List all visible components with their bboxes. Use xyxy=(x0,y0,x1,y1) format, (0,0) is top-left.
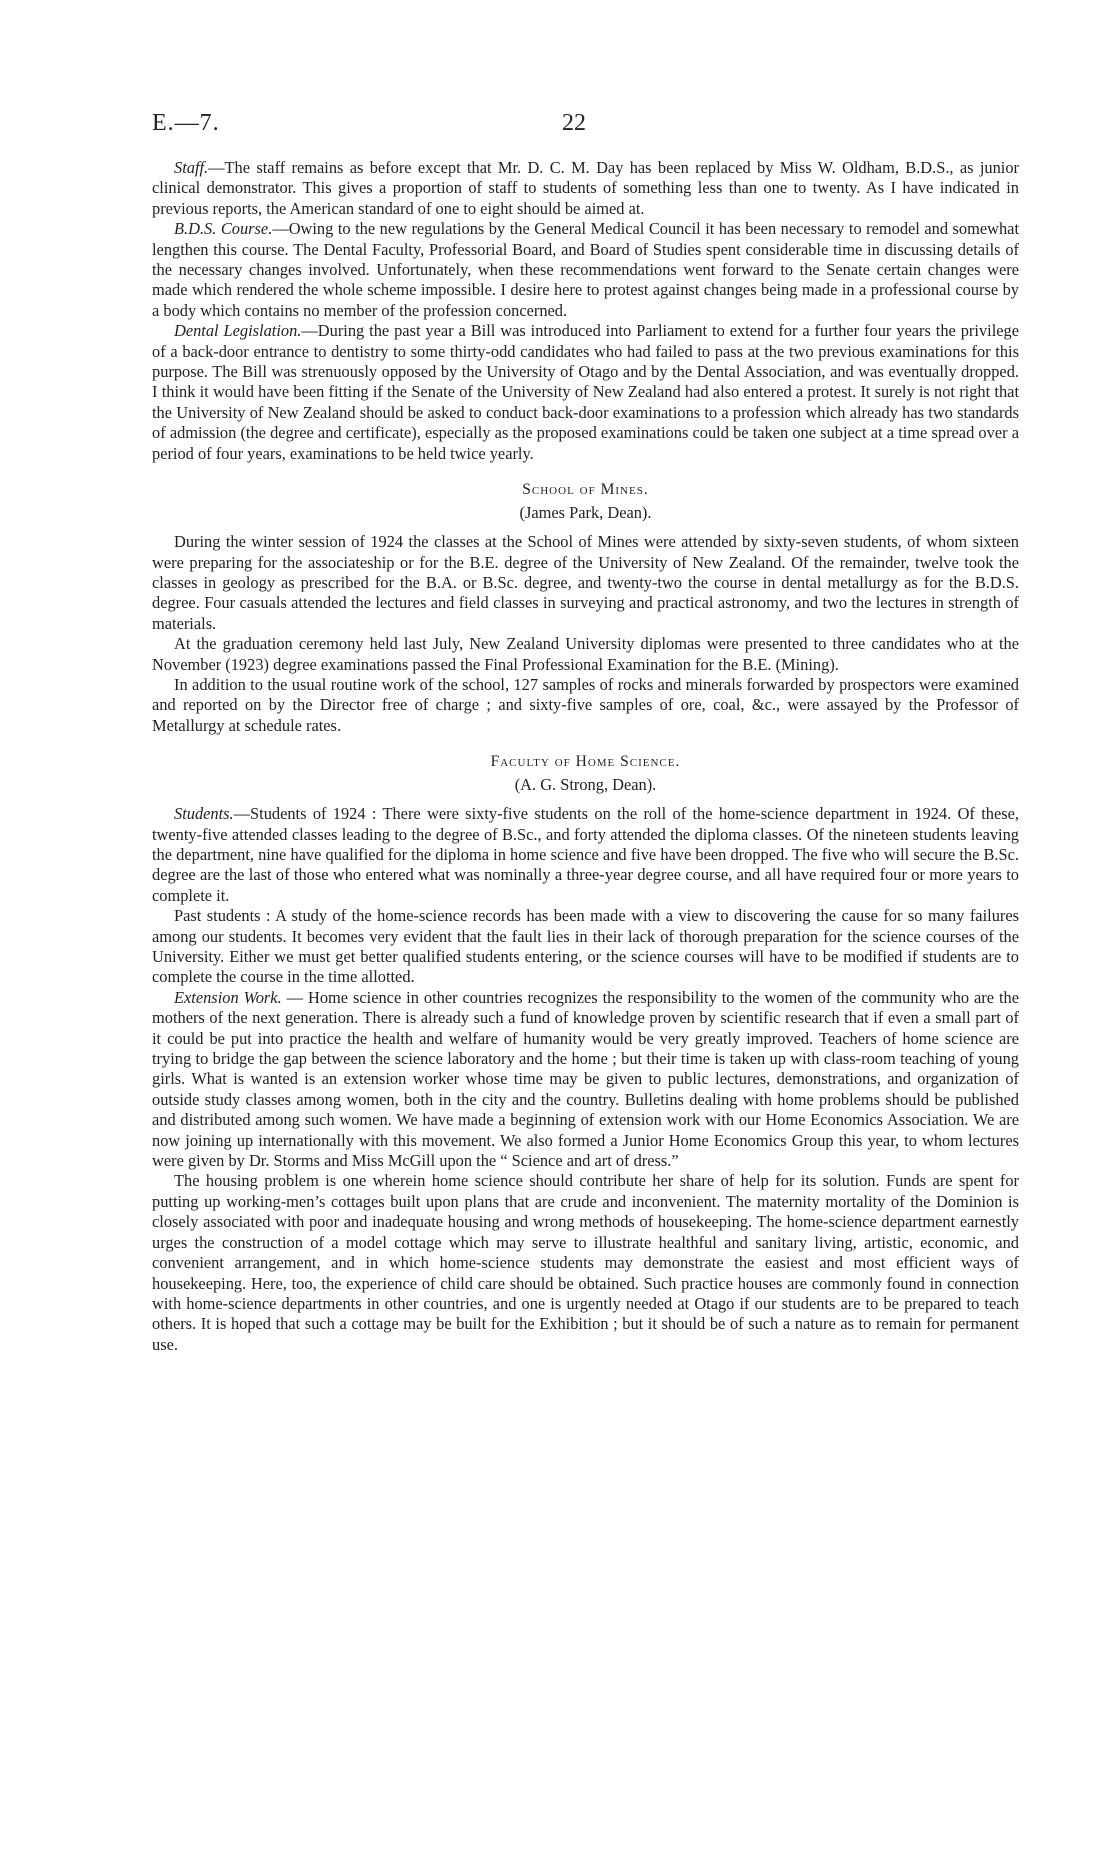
paragraph-routine-work xyxy=(152,675,1019,736)
paragraph-winter-session xyxy=(152,532,1019,634)
paragraph-past-students xyxy=(152,906,1019,988)
document-reference: E.—7. xyxy=(152,110,220,136)
paragraph-text: —The staff remains as before except that Mr. D. C. M. Day has been replaced by Miss W. Oldham, B.D.S., as junior clinical demonstrator. This gives a proportion of staff to students of something less than one to twenty. As I have indicated in previous reports, the American standard of one to eight should be aimed at. xyxy=(152,158,1019,218)
paragraph-text: —Students of 1924 : There were sixty-five students on the roll of the home-science department in 1924. Of these, twenty-five attended classes leading to the degree of B.Sc., and forty attended the diploma classes. Of the nineteen students leaving the department, nine have qualified for the diploma in home science and five have been dropped. The five who will secure the B.Sc. degree are the last of those who entered what was nominally a three-year degree course, and all have required four or more years to complete it. xyxy=(152,804,1019,905)
paragraph-dental-legislation xyxy=(152,321,1019,464)
section-heading: Faculty of Home Science. xyxy=(490,753,681,771)
paragraph-lead: Staff. xyxy=(174,158,209,177)
paragraph-text: —During the past year a Bill was introduced into Parliament to extend for a further four years the privilege of a back-door entrance to dentistry to some thirty-odd candidates who had failed to pass at the two previous examinations for this purpose. The Bill was strenuously opposed by the University of Otago and by the Dental Association, and was eventually dropped. I think it would have been fitting if the Senate of the University of New Zealand had also entered a protest. It surely is not right that the University of New Zealand should be asked to conduct back-door examinations to a profession which already has two standards of admission (the degree and certificate), especially as the proposed examinations could be taken one subject at a time spread over a period of four years, examinations to be held twice yearly. xyxy=(152,321,1019,463)
page-number: 22 xyxy=(562,110,586,136)
paragraph-lead: Extension Work. xyxy=(174,987,282,1007)
school-of-mines-section xyxy=(152,478,1019,736)
paragraph-extension-work xyxy=(152,988,1019,1172)
paragraph-text: During the winter session of 1924 the classes at the School of Mines were attended by sixty-seven students, of whom sixteen were preparing for the associateship or for the B.E. degree of the University of New Zealand. Of the remainder, twelve took the classes in geology as prescribed for the B.A. or B.Sc. degree, and twenty-two the course in dental metallurgy as for the B.D.S. degree. Four casuals attended the lectures and field classes in surveying and practical astronomy, and two the lectures in strength of materials. xyxy=(152,532,1019,633)
paragraph-text: —Owing to the new regulations by the General Medical Council it has been necessary to remodel and somewhat lengthen this course. The Dental Faculty, Professorial Board, and Board of Studies spent considerable time in discussing details of the necessary changes involved. Unfortunately, when these recommendations went forward to the Senate certain changes were made which rendered the whole scheme impossible. I desire here to protest against changes being made in a professional course by a body which contains no member of the profession concerned. xyxy=(152,219,1019,320)
section-dean: (A. G. Strong, Dean). xyxy=(514,775,657,795)
paragraph-text: In addition to the usual routine work of the school, 127 samples of rocks and minerals forwarded by prospectors were examined and reported on by the Director free of charge ; and sixty-five samples of ore, coal, &c., were assayed by the Professor of Metallurgy at schedule rates. xyxy=(152,674,1019,735)
paragraph-housing-problem xyxy=(152,1171,1019,1355)
paragraph-lead: Students. xyxy=(174,804,234,824)
dental-school-section xyxy=(152,158,1019,464)
paragraph-text: The housing problem is one wherein home science should contribute her share of help for its solution. Funds are spent for putting up working-men’s cottages built upon plans that are crude and inconvenient. The maternity mortality of the Dominion is closely associated with poor and inadequate housing and wrong methods of housekeeping. The home-science department earnestly urges the construction of a model cottage which may serve to illustrate healthful and sanitary living, artistic, economic, and convenient arrangement, and in which home-science students may demonstrate the easiest and most efficient ways of housekeeping. Here, too, the experience of child care should be obtained. Such practice houses are commonly found in connection with home-science departments in other countries, and one is urgently needed at Otago if our students are to be prepared to teach others. It is hoped that such a cottage may be built for the Exhibition ; but it should be of such a nature as to remain for permanent use. xyxy=(152,1171,1019,1354)
home-science-section xyxy=(152,750,1019,1355)
paragraph-lead: Dental Legislation. xyxy=(174,321,302,341)
paragraph-lead: B.D.S. Course. xyxy=(174,219,273,239)
paragraph-graduation xyxy=(152,634,1019,675)
section-dean: (James Park, Dean). xyxy=(519,503,652,523)
paragraph-text: Past students : A study of the home-science records has been made with a view to discovering the cause for so many failures among our students. It becomes very evident that the fault lies in their lack of thorough preparation for the science courses of the University. Either we must get better qualified students entering, or the science courses will have to be modified if students are to complete the course in the time allotted. xyxy=(152,906,1019,987)
paragraph-text: — Home science in other countries recognizes the responsibility to the women of the community who are the mothers of the next generation. There is already such a fund of knowledge proven by scientific research that if even a small part of it could be put into practice the health and welfare of humanity would be very greatly improved. Teachers of home science are trying to bridge the gap between the science laboratory and the home ; but their time is taken up with class-room teaching of young girls. What is wanted is an extension worker whose time may be given to public lectures, demonstrations, and organization of outside study classes among women, both in the city and the country. Bulletins dealing with home problems should be published and distributed among such women. We have made a beginning of extension work with our Home Economics Association. We are now joining up internationally with this movement. We also formed a Junior Home Economics Group this year, to whom lectures were given by Dr. Storms and Miss McGill upon the “ Science and art of dress.” xyxy=(152,987,1019,1171)
paragraph-bds-course xyxy=(152,219,1019,321)
running-header xyxy=(152,110,1019,144)
paragraph-staff xyxy=(152,158,1019,219)
paragraph-text: At the graduation ceremony held last July, New Zealand University diplomas were presented to three candidates who at the November (1923) degree examinations passed the Final Professional Examination for the B.E. (Mining). xyxy=(152,634,1019,674)
section-heading: School of Mines. xyxy=(522,481,649,499)
document-page xyxy=(152,110,1019,1355)
paragraph-students xyxy=(152,804,1019,906)
